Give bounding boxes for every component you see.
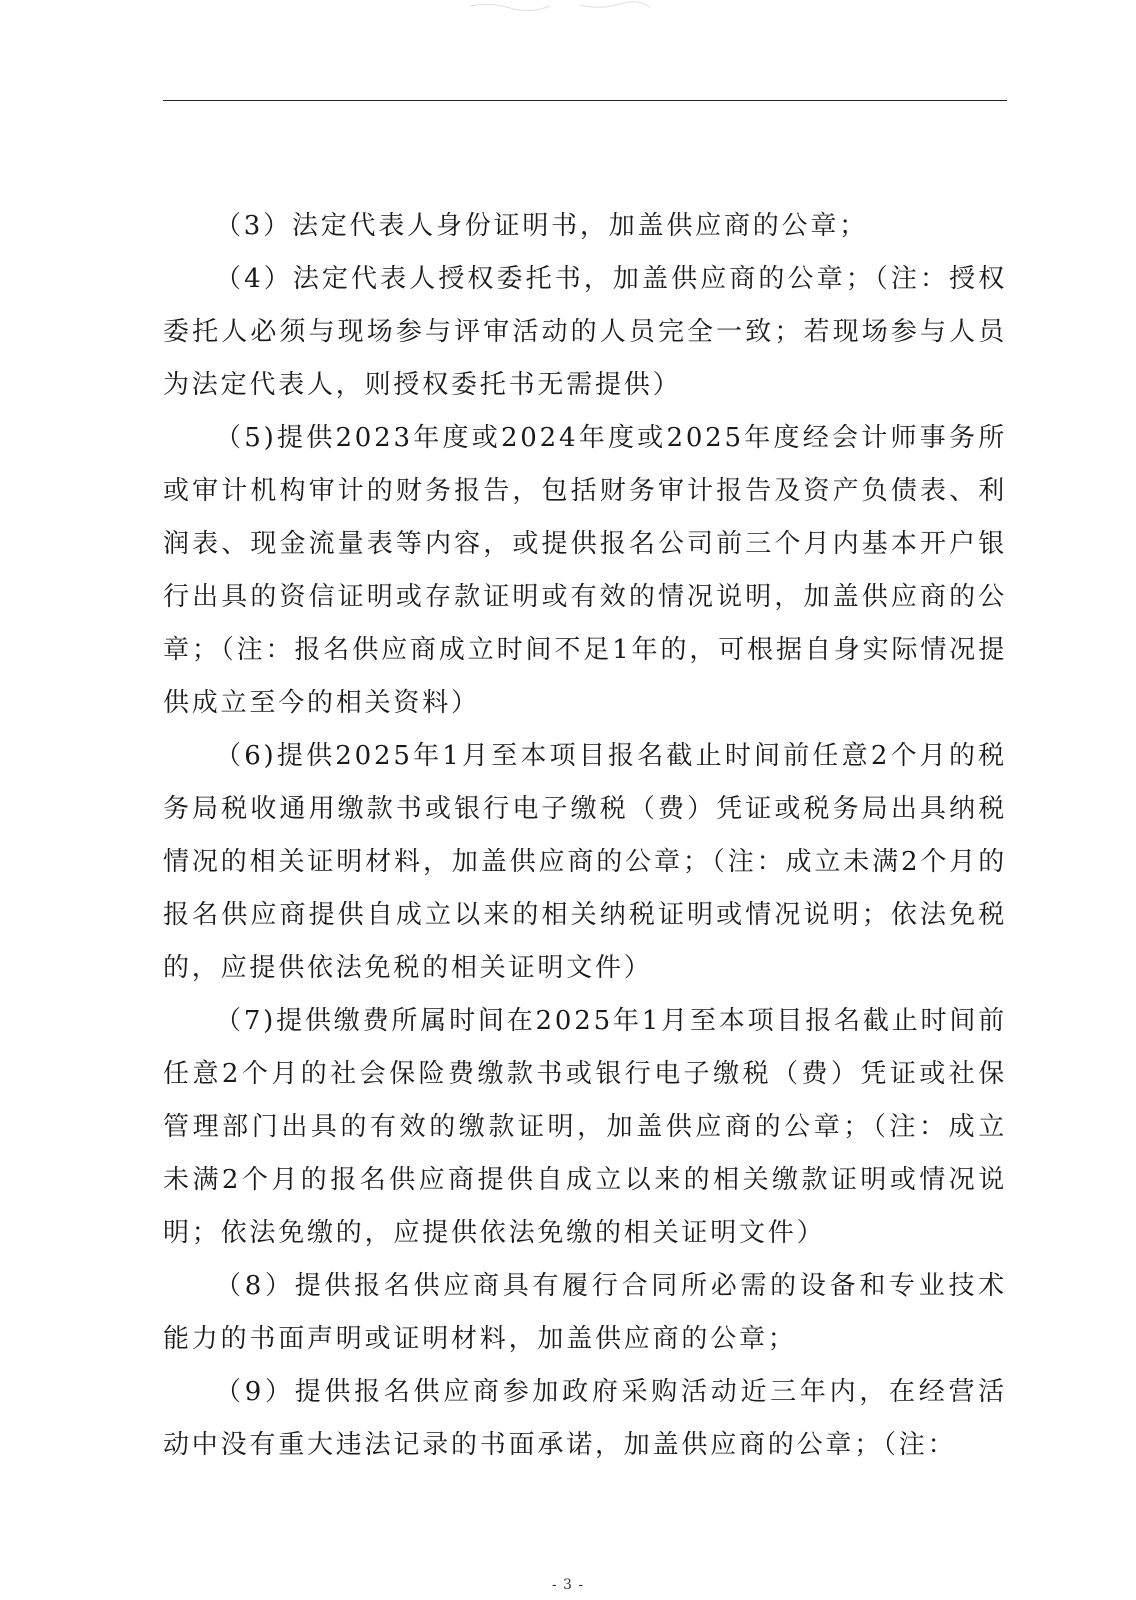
paragraph-item-7: （7)提供缴费所属时间在2025年1月至本项目报名截止时间前任意2个月的社会保险费缴款书或银行电子缴税（费）凭证或社保管理部门出具的有效的缴款证明，加盖供应商的公章；（注：成立未满2个月的报名供应商提供自成立以来的相关缴款证明或情况说明；依法免缴的，应提供依法免缴的相关证明文件） — [163, 1006, 1007, 1248]
header-rule — [163, 100, 1007, 101]
page-number: - 3 - — [551, 1577, 585, 1593]
paragraph-item-6: （6)提供2025年1月至本项目报名截止时间前任意2个月的税务局税收通用缴款书或银行电子缴税（费）凭证或税务局出具纳税情况的相关证明材料，加盖供应商的公章；（注：成立未满2个月的报名供应商提供自成立以来的相关纳税证明或情况说明；依法免税的，应提供依法免税的相关证明文件） — [163, 741, 1007, 983]
paragraph-item-8: （8）提供报名供应商具有履行合同所必需的设备和专业技术能力的书面声明或证明材料，加盖供应商的公章； — [163, 1271, 1007, 1354]
document-body — [163, 200, 1007, 1472]
scan-artifact — [460, 0, 660, 18]
paragraph-item-3: （3）法定代表人身份证明书，加盖供应商的公章； — [215, 211, 868, 241]
paragraph-item-5: （5)提供2023年度或2024年度或2025年度经会计师事务所或审计机构审计的财务报告，包括财务审计报告及资产负债表、利润表、现金流量表等内容，或提供报名公司前三个月内基本开户银行出具的资信证明或存款证明或有效的情况说明，加盖供应商的公章；（注：报名供应商成立时间不足1年的，可根据自身实际情况提供成立至今的相关资料） — [163, 423, 1007, 718]
paragraph-item-4: （4）法定代表人授权委托书，加盖供应商的公章；（注：授权委托人必须与现场参与评审活动的人员完全一致；若现场参与人员为法定代表人，则授权委托书无需提供） — [163, 264, 1007, 400]
paragraph-item-9: （9）提供报名供应商参加政府采购活动近三年内，在经营活动中没有重大违法记录的书面承诺，加盖供应商的公章；（注： — [163, 1377, 1007, 1460]
